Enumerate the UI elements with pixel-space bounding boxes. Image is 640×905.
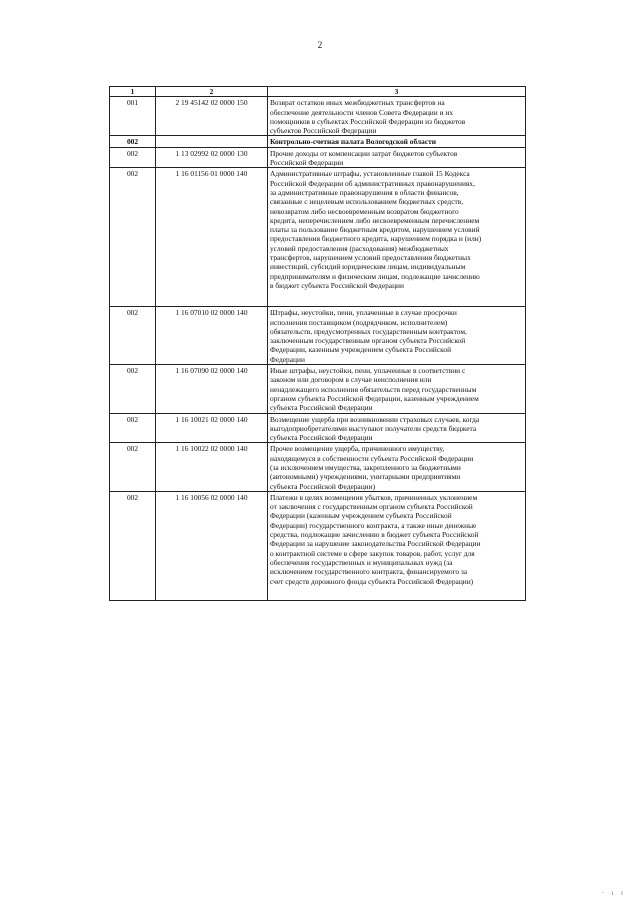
description-line: Прочее возмещение ущерба, причиненного имуществу,	[270, 444, 445, 454]
description-line: исключением государственного контракта, финансируемого за	[270, 567, 468, 577]
budget-class-code-cell: 1 13 02992 02 0000 130	[156, 147, 268, 168]
table-row	[110, 136, 526, 147]
description-line: обязательств, предусмотренных государственным контрактом,	[270, 326, 467, 336]
description-line: предоставления бюджетного кредита, нарушением порядка и (или)	[270, 234, 482, 244]
description-line: (автономными) учреждениями, унитарными предприятиями	[270, 472, 461, 482]
admin-code-cell: 002	[110, 307, 156, 365]
table-row	[110, 443, 526, 491]
description-line: обеспечение деятельности членов Совета Федерации и их	[270, 107, 454, 117]
admin-code-cell: 002	[110, 443, 156, 491]
description-line: заключенным государственным органом субъекта Российской	[270, 336, 466, 346]
description-line: средства, подлежащие зачислению в бюджет субъекта Российской	[270, 530, 479, 540]
table-row	[110, 491, 526, 600]
description-cell	[268, 136, 526, 147]
admin-code-cell: 002	[110, 365, 156, 413]
description-line: Российской Федерации	[270, 158, 344, 168]
description-line: законом или договором в случае неисполнения или	[270, 375, 432, 385]
description-line: органом субъекта Российской Федерации, казенным учреждением	[270, 393, 479, 403]
description-line: находящемуся в собственности субъекта Российской Федерации	[270, 453, 474, 463]
page-number: 2	[317, 40, 323, 50]
description-line: Иные штрафы, неустойки, пени, уплаченные в соответствии с	[270, 366, 466, 376]
column-header-2: 2	[156, 87, 268, 97]
description-line: обеспечения государственных и муниципальных нужд (за	[270, 557, 453, 567]
description-line: субъектов Российской Федерации	[270, 126, 377, 136]
description-line: субъекта Российской Федерации)	[270, 481, 376, 491]
description-line: субъекта Российской Федерации	[270, 433, 373, 443]
description-line: невозвратом либо несвоевременным возвратом бюджетного	[270, 206, 459, 216]
description-line: Административные штрафы, установленные главой 15 Кодекса	[270, 169, 470, 179]
table-row	[110, 168, 526, 307]
description-cell	[268, 97, 526, 136]
description-line: Возмещение ущерба при возникновении страховых случаев, когда	[270, 414, 480, 424]
description-cell	[268, 443, 526, 491]
description-line: Прочие доходы от компенсации затрат бюджетов субъектов	[270, 148, 458, 158]
description-line: трансфертов, нарушением условий предоставления бюджетных	[270, 253, 471, 263]
admin-code-cell: 002	[110, 491, 156, 600]
description-line: связанные с нецелевым использованием бюджетных средств,	[270, 197, 464, 207]
table-header-row	[110, 87, 526, 97]
description-line: Федерации (казенным учреждением субъекта Российской	[270, 511, 452, 521]
description-line: Возврат остатков иных межбюджетных трансфертов на	[270, 98, 445, 108]
admin-code-cell: 002	[110, 147, 156, 168]
table-row	[110, 365, 526, 413]
description-cell	[268, 491, 526, 600]
description-cell	[268, 168, 526, 307]
description-cell	[268, 307, 526, 365]
description-line: Федерации, казенным учреждением субъекта Российской	[270, 345, 452, 355]
budget-class-code-cell: 1 16 10056 02 0000 140	[156, 491, 268, 600]
description-line: выгодоприобретателями выступают получатели средств бюджета	[270, 423, 477, 433]
budget-class-code-cell: 1 16 07090 02 0000 140	[156, 365, 268, 413]
description-line: предпринимателям и физическим лицам, подлежащие зачислению	[270, 271, 480, 281]
scan-corner-mark: · ı ı	[601, 889, 626, 897]
description-line: ненадлежащего исполнения обязательств перед государственным	[270, 384, 477, 394]
description-line: Платежи в целях возмещения убытков, причиненных уклонением	[270, 492, 478, 502]
description-line: Контрольно-счетная палата Вологодской области	[270, 137, 437, 147]
admin-code-cell: 002	[110, 136, 156, 147]
description-line: исполнения поставщиком (подрядчиком, исполнителем)	[270, 317, 448, 327]
revenue-codes-table	[109, 86, 526, 601]
description-line: Штрафы, неустойки, пени, уплаченные в случае просрочки	[270, 308, 457, 318]
description-line: Российской Федерации об административных правонарушениях,	[270, 178, 475, 188]
budget-class-code-cell: 1 16 01156 01 0000 140	[156, 168, 268, 307]
table-row	[110, 307, 526, 365]
column-header-1: 1	[110, 87, 156, 97]
description-line: о контрактной системе в сфере закупок товаров, работ, услуг для	[270, 548, 475, 558]
description-line: инвестиций, субсидий юридическим лицам, индивидуальным	[270, 262, 466, 272]
description-line: от заключения с государственным органом субъекта Российской	[270, 502, 473, 512]
table-row	[110, 147, 526, 168]
description-line: (за исключением имущества, закрепленного за бюджетными	[270, 462, 461, 472]
description-cell	[268, 365, 526, 413]
budget-class-code-cell: 2 19 45142 02 0000 150	[156, 97, 268, 136]
table-body	[110, 97, 526, 601]
description-line: за административные правонарушения в области финансов,	[270, 187, 459, 197]
description-line: в бюджет субъекта Российской Федерации	[270, 280, 404, 290]
admin-code-cell: 001	[110, 97, 156, 136]
description-line: платы за пользование бюджетным кредитом, нарушением условий	[270, 225, 480, 235]
budget-class-code-cell: 1 16 10021 02 0000 140	[156, 413, 268, 443]
description-line: счет средств дорожного фонда субъекта Российской Федерации)	[270, 576, 474, 586]
description-line: Федерации) государственного контракта, а также иные денежные	[270, 520, 477, 530]
budget-class-code-cell	[156, 136, 268, 147]
column-header-3: 3	[268, 87, 526, 97]
description-line: условий предоставления (расходования) межбюджетных	[270, 243, 449, 253]
table-row	[110, 413, 526, 443]
description-cell	[268, 413, 526, 443]
description-line: кредита, неперечислением либо несвоевременным перечислением	[270, 215, 480, 225]
description-line: субъекта Российской Федерации	[270, 403, 373, 413]
description-line: Федерации за нарушение законодательства Российской Федерации	[270, 539, 481, 549]
table-row	[110, 97, 526, 136]
budget-class-code-cell: 1 16 07010 02 0000 140	[156, 307, 268, 365]
description-line: Федерации	[270, 354, 305, 364]
description-line: помощников в субъектах Российской Федерации из бюджетов	[270, 116, 466, 126]
admin-code-cell: 002	[110, 413, 156, 443]
admin-code-cell: 002	[110, 168, 156, 307]
budget-class-code-cell: 1 16 10022 02 0000 140	[156, 443, 268, 491]
description-cell	[268, 147, 526, 168]
